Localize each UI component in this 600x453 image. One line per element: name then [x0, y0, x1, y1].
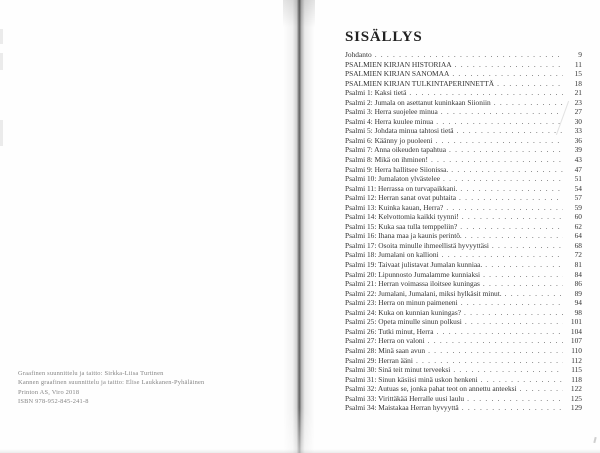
- toc-entry-page: 30: [574, 116, 582, 126]
- imprint-block: [18, 369, 204, 407]
- toc-entry: [345, 356, 582, 366]
- toc-entry-page: 57: [574, 193, 582, 203]
- toc-entry-label: Psalmi 32: Autuas se, jonka pahat teot on annettu anteeksi: [345, 384, 517, 394]
- toc-entry: [345, 60, 582, 70]
- toc-entry-page: 43: [574, 155, 582, 165]
- toc-entry-page: 59: [574, 202, 582, 212]
- toc-leader-dots: [452, 69, 563, 79]
- toc-entry-page: 51: [574, 174, 582, 184]
- imprint-line: Graafinen suunnittelu ja taitto: Sirkka-Liisa Turtinen: [18, 370, 164, 377]
- toc-entry: [345, 145, 582, 155]
- toc-entry-label: PSALMIEN KIRJAN TULKINTAPERINNETTÄ: [345, 78, 495, 88]
- toc-leader-dots: [481, 375, 563, 385]
- toc-entry: [345, 69, 582, 79]
- right-page: [315, 0, 600, 453]
- toc-entry-page: 107: [570, 336, 582, 346]
- toc-entry: [345, 212, 582, 222]
- toc-leader-dots: [409, 88, 563, 98]
- toc-leader-dots: [428, 346, 563, 356]
- toc-entry: [345, 165, 582, 175]
- toc-entry-label: Psalmi 19: Taivaat julistavat Jumalan kunniaa.: [345, 260, 483, 270]
- toc-entry-label: Psalmi 23: Herra on minun paimeneni: [345, 298, 458, 308]
- toc-entry-page: 62: [574, 221, 582, 231]
- toc-entry-page: 9: [578, 50, 582, 59]
- toc-entry-label: Psalmi 26: Tutki minut, Herra: [345, 326, 434, 336]
- toc-entry-page: 21: [574, 88, 582, 98]
- toc-entry-page: 110: [571, 345, 582, 355]
- toc-leader-dots: [455, 60, 563, 70]
- toc-entry-page: 18: [574, 78, 582, 88]
- toc-entry-label: Psalmi 15: Kuka saa tulla temppeliin?: [345, 221, 458, 231]
- toc-leader-dots: [465, 231, 563, 241]
- toc-entry: [345, 231, 582, 241]
- toc-entry: [345, 270, 582, 280]
- left-page: [0, 0, 288, 453]
- toc-entry-label: Psalmi 3: Herra suojelee minua: [345, 107, 438, 117]
- toc-leader-dots: [464, 308, 563, 318]
- toc-leader-dots: [446, 203, 563, 213]
- toc-entry-label: Psalmi 2: Jumala on asettanut kuninkaan Siioniin: [345, 97, 491, 107]
- toc-entry-page: 54: [574, 183, 582, 193]
- toc-entry-page: 84: [574, 269, 582, 279]
- toc-entry-label: Psalmi 31: Sinun käsiisi minä uskon henkeni: [345, 374, 478, 384]
- toc-entry-page: 47: [574, 164, 582, 174]
- toc-leader-dots: [520, 384, 563, 394]
- toc-leader-dots: [443, 174, 563, 184]
- toc-entry-label: Psalmi 1: Kaksi tietä: [345, 88, 407, 98]
- imprint-line: Kannen graafinen suunnittelu ja taitto: Elise Laukkanen-Pyhäläinen: [18, 379, 205, 387]
- toc-entry-label: Psalmi 30: Sinä teit minut terveeksi: [345, 365, 451, 375]
- toc-entry: [345, 260, 582, 270]
- toc-leader-dots: [505, 289, 563, 299]
- toc-entry: [345, 203, 582, 213]
- scan-edge-mark: [0, 53, 3, 70]
- toc-entry-page: 129: [570, 403, 582, 413]
- toc-leader-dots: [453, 365, 563, 375]
- toc-leader-dots: [435, 136, 563, 146]
- toc-entry-page: 122: [570, 384, 582, 394]
- toc-entry-page: 115: [571, 365, 582, 375]
- toc-leader-dots: [467, 394, 563, 404]
- toc-entry: [345, 174, 582, 184]
- imprint-line: ISBN 978-952-845-241-8: [18, 398, 89, 406]
- imprint-line: Printon AS, Viro 2018: [18, 388, 80, 396]
- toc-entry: [345, 250, 582, 260]
- toc-entry: [345, 289, 582, 299]
- toc-entry-page: 98: [574, 307, 582, 317]
- toc-entry-page: 36: [574, 135, 582, 145]
- toc-entry-label: Psalmi 11: Herrassa on turvapaikkani.: [345, 183, 458, 193]
- toc-entry: [345, 88, 582, 98]
- toc-leader-dots: [462, 403, 563, 413]
- toc-entry-label: Psalmi 8: Mikä on ihminen!: [345, 155, 428, 165]
- toc-leader-dots: [449, 145, 563, 155]
- toc-leader-dots: [431, 155, 563, 165]
- toc-entry: [345, 365, 582, 375]
- toc-leader-dots: [492, 241, 563, 251]
- toc-leader-dots: [375, 50, 563, 60]
- toc-entry-label: Psalmi 28: Minä saan avun: [345, 345, 426, 355]
- toc-entry: [345, 98, 582, 108]
- toc-entry: [345, 375, 582, 385]
- toc-entry-page: 118: [571, 374, 582, 384]
- toc-entry: [345, 336, 582, 346]
- toc-leader-dots: [497, 79, 563, 89]
- toc-entry: [345, 317, 582, 327]
- toc-entry-page: 68: [574, 240, 582, 250]
- toc-entry-label: Johdanto: [345, 50, 372, 59]
- toc-entry: [345, 126, 582, 136]
- toc-entry-label: Psalmi 22: Jumalani, Jumalani, miksi hylkäsit minut.: [345, 288, 502, 298]
- toc-entry: [345, 403, 582, 413]
- toc-entry: [345, 384, 582, 394]
- toc-leader-dots: [457, 126, 563, 136]
- toc-entry-page: 125: [570, 393, 582, 403]
- toc-leader-dots: [483, 279, 563, 289]
- toc-entry: [345, 117, 582, 127]
- toc-leader-dots: [460, 222, 563, 232]
- toc-entry: [345, 394, 582, 404]
- toc-leader-dots: [436, 117, 563, 127]
- toc-entry: [345, 298, 582, 308]
- toc-entry-label: Psalmi 14: Kelvottomia kaikki tyynni!: [345, 212, 459, 222]
- toc-title: SISÄLLYS: [345, 29, 423, 45]
- toc-entry-page: 89: [574, 288, 582, 298]
- toc-entry: [345, 308, 582, 318]
- toc-entry-page: 101: [570, 317, 582, 327]
- scan-edge-mark: [0, 120, 3, 146]
- toc-entry: [345, 107, 582, 117]
- toc-entry-page: 64: [574, 231, 582, 241]
- toc-leader-dots: [494, 98, 563, 108]
- toc-entry-label: Psalmi 25: Opeta minulle sinun polkusi: [345, 317, 462, 327]
- toc-entry-page: 81: [574, 260, 582, 270]
- toc-entry: [345, 193, 582, 203]
- toc-entry-label: Psalmi 18: Jumalani on kallioni: [345, 250, 439, 260]
- toc-entry-label: PSALMIEN KIRJAN HISTORIAA: [345, 59, 452, 69]
- toc-entry-label: Psalmi 13: Kuinka kauan, Herra?: [345, 202, 444, 212]
- toc-entry-label: Psalmi 17: Osoita minulle ihmeellistä hyvyyttäsi: [345, 240, 489, 250]
- toc-entry-label: Psalmi 10: Jumalaton ylvästelee: [345, 174, 441, 184]
- gutter-shadow: [283, 0, 315, 453]
- toc-leader-dots: [483, 270, 563, 280]
- toc-entry-label: Psalmi 27: Herra on valoni: [345, 336, 425, 346]
- toc-leader-dots: [485, 260, 563, 270]
- toc-leader-dots: [461, 298, 563, 308]
- toc-entry-page: 11: [574, 59, 582, 69]
- toc-entry-page: 72: [574, 250, 582, 260]
- toc-entry-label: Psalmi 9: Herra hallitsee Siionissa.: [345, 164, 449, 174]
- toc-leader-dots: [416, 356, 563, 366]
- toc-entry-page: 27: [574, 107, 582, 117]
- toc-entry-label: PSALMIEN KIRJAN SANOMAA: [345, 69, 450, 79]
- toc-entry-page: 104: [570, 326, 582, 336]
- toc-entry-label: Psalmi 6: Käänny jo puoleeni: [345, 135, 433, 145]
- toc-entry-label: Psalmi 4: Herra kuulee minua: [345, 116, 434, 126]
- toc-entry-label: Psalmi 34: Maistakaa Herran hyvyyttä: [345, 403, 459, 413]
- toc-leader-dots: [441, 107, 563, 117]
- toc-entry-label: Psalmi 29: Herran ääni: [345, 355, 413, 365]
- toc-entry-page: 33: [574, 126, 582, 136]
- toc-entry: [345, 279, 582, 289]
- toc-entry: [345, 327, 582, 337]
- toc-entry-page: 94: [574, 298, 582, 308]
- toc-entry: [345, 241, 582, 251]
- toc-leader-dots: [428, 336, 563, 346]
- toc-list: [345, 50, 582, 413]
- toc-entry: [345, 79, 582, 89]
- toc-entry-label: Psalmi 33: Virittäkää Herralle uusi laulu: [345, 393, 465, 403]
- toc-entry: [345, 50, 582, 60]
- toc-entry-label: Psalmi 5: Johdata minua tahtosi tietä: [345, 126, 454, 136]
- scan-edge-mark: [0, 29, 3, 44]
- toc-entry-page: 86: [574, 279, 582, 289]
- toc-leader-dots: [459, 193, 563, 203]
- toc-entry-label: Psalmi 12: Herran sanat ovat puhtaita: [345, 193, 457, 203]
- toc-leader-dots: [451, 165, 563, 175]
- toc-entry: [345, 184, 582, 194]
- scan-bottom-shadow: [0, 449, 600, 453]
- toc-leader-dots: [460, 184, 563, 194]
- toc-leader-dots: [465, 317, 563, 327]
- toc-entry: [345, 222, 582, 232]
- toc-entry-page: 15: [574, 69, 582, 79]
- toc-entry: [345, 346, 582, 356]
- toc-entry-label: Psalmi 21: Herran voimassa iloitsee kuningas: [345, 279, 480, 289]
- toc-leader-dots: [442, 250, 563, 260]
- toc-entry-page: 60: [574, 212, 582, 222]
- toc-entry-label: Psalmi 7: Anna oikeuden tapahtua: [345, 145, 446, 155]
- toc-entry-label: Psalmi 24: Kuka on kunnian kuningas?: [345, 307, 461, 317]
- toc-entry-label: Psalmi 20: Lipunnosto Jumalamme kunniaksi: [345, 269, 481, 279]
- toc-entry-page: 23: [574, 97, 582, 107]
- toc-entry: [345, 136, 582, 146]
- toc-entry-label: Psalmi 16: Ihana maa ja kaunis perintö.: [345, 231, 462, 241]
- toc-leader-dots: [437, 327, 564, 337]
- toc-leader-dots: [462, 212, 563, 222]
- toc-entry: [345, 155, 582, 165]
- toc-entry-page: 39: [574, 145, 582, 155]
- toc-entry-page: 112: [571, 355, 582, 365]
